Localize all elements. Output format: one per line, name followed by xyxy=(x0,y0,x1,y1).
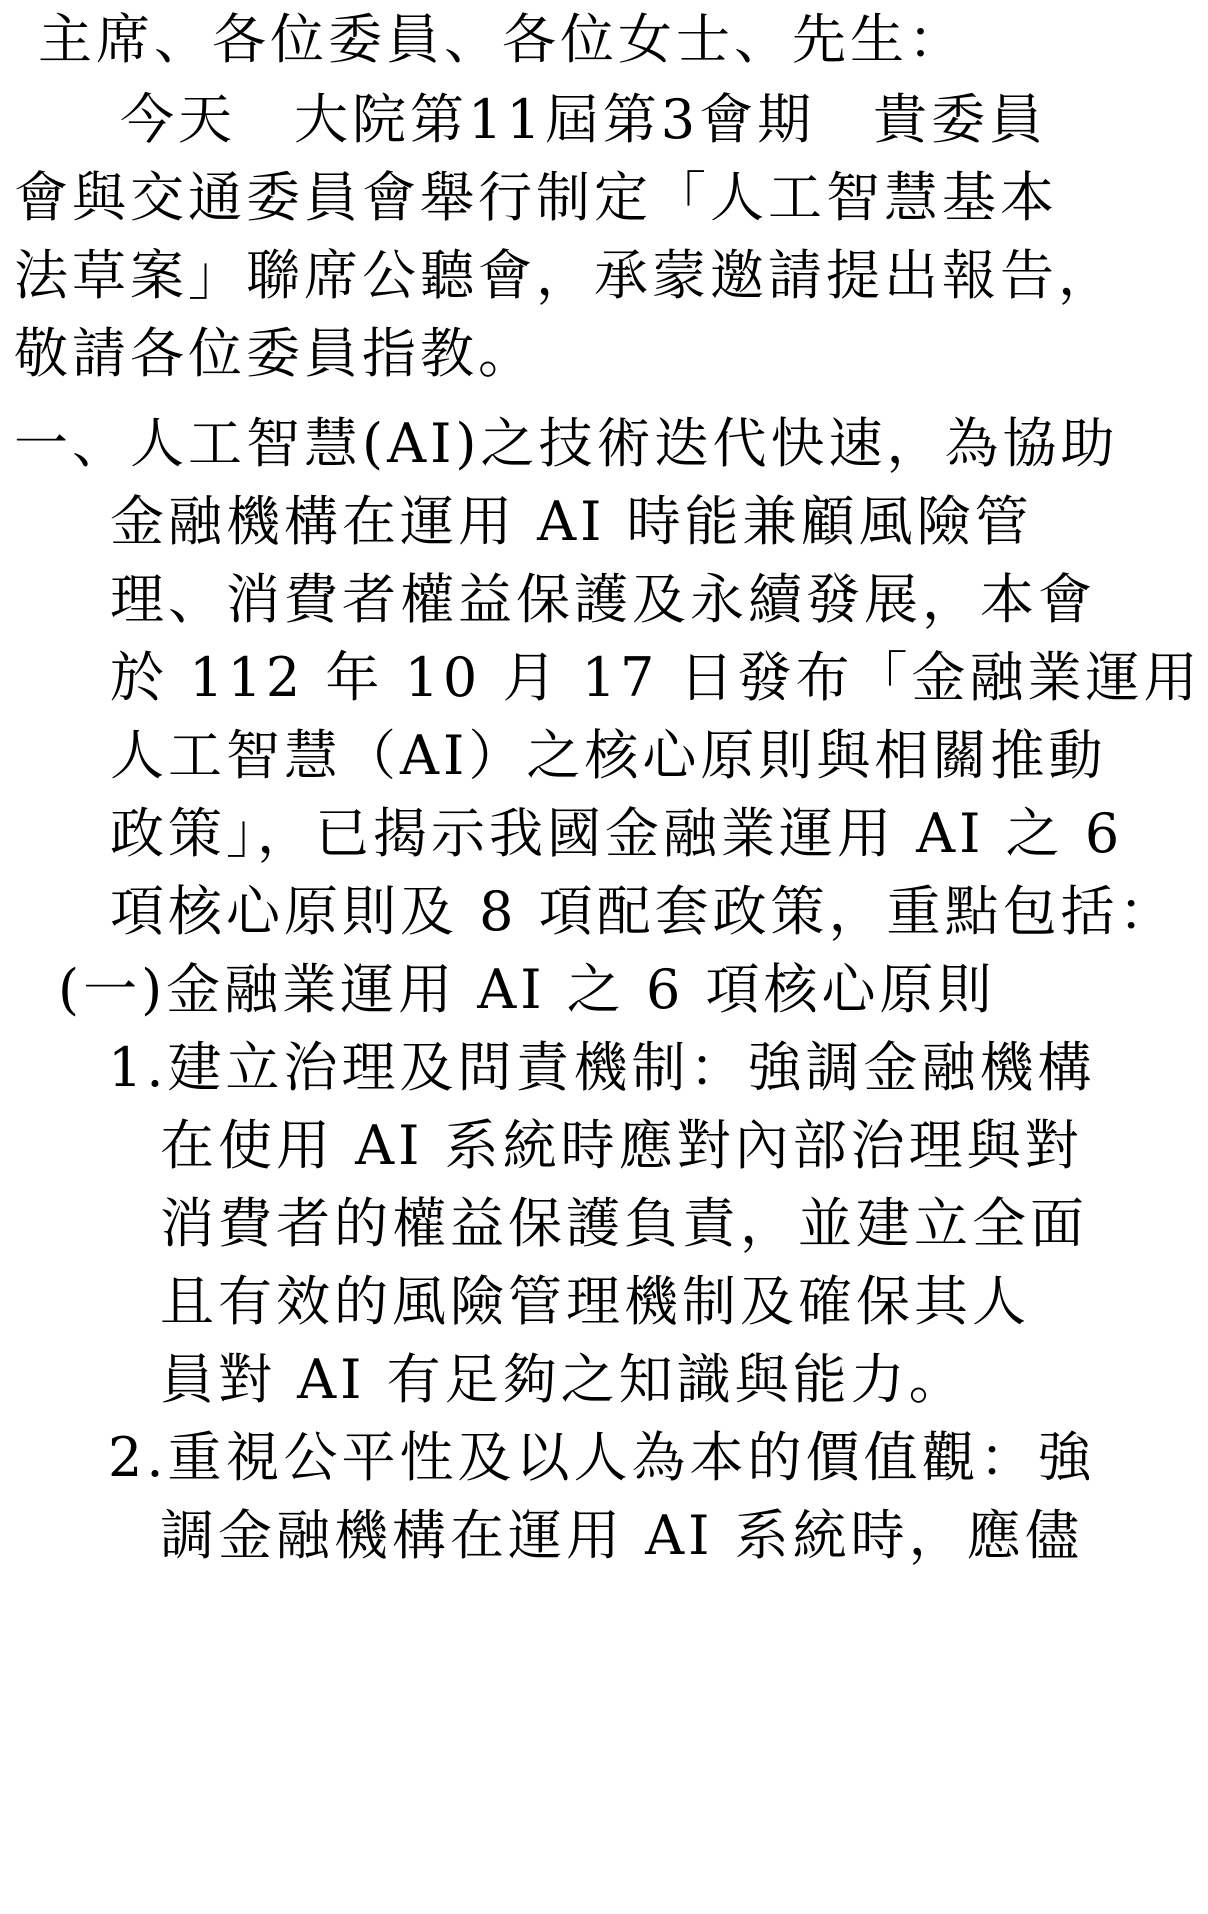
intro-line-4: 敬請各位委員指教。 xyxy=(14,322,536,385)
intro-line-3: 法草案」聯席公聽會，承蒙邀請提出報告， xyxy=(14,244,1116,307)
section-1-line-6: 政策」，已揭示我國金融業運用 AI 之 6 xyxy=(110,802,1124,865)
item-1-line-2: 在使用 AI 系統時應對內部治理與對 xyxy=(160,1114,1083,1177)
section-1-line-7: 項核心原則及 8 項配套政策，重點包括： xyxy=(110,880,1177,943)
section-1-line-5: 人工智慧（AI）之核心原則與相關推動 xyxy=(110,724,1107,787)
intro-line-1: 今天 大院第11屆第3會期 貴委員 xyxy=(120,88,1048,151)
item-1-line-1: 1.建立治理及問責機制：強調金融機構 xyxy=(108,1036,1096,1099)
intro-line-2: 會與交通委員會舉行制定「人工智慧基本 xyxy=(14,166,1058,229)
item-1-line-3: 消費者的權益保護負責，並建立全面 xyxy=(160,1192,1088,1255)
item-1-line-4: 且有效的風險管理機制及確保其人 xyxy=(160,1270,1030,1333)
item-1-line-5: 員對 AI 有足夠之知識與能力。 xyxy=(160,1348,967,1411)
item-2-line-2: 調金融機構在運用 AI 系統時，應儘 xyxy=(160,1504,1083,1567)
section-1-line-3: 理、消費者權益保護及永續發展，本會 xyxy=(110,568,1096,631)
section-1-line-4: 於 112 年 10 月 17 日發布「金融業運用 xyxy=(110,646,1202,709)
item-2-line-1: 2.重視公平性及以人為本的價值觀：強 xyxy=(108,1426,1096,1489)
section-1-line-2: 金融機構在運用 AI 時能兼顧風險管 xyxy=(110,490,1033,553)
subsection-1-heading: (一)金融業運用 AI 之 6 項核心原則 xyxy=(58,958,996,1021)
section-1-heading: 一、人工智慧(AI)之技術迭代快速，為協助 xyxy=(14,412,1119,475)
salutation-line: 主席、各位委員、各位女士、先生： xyxy=(38,8,966,71)
